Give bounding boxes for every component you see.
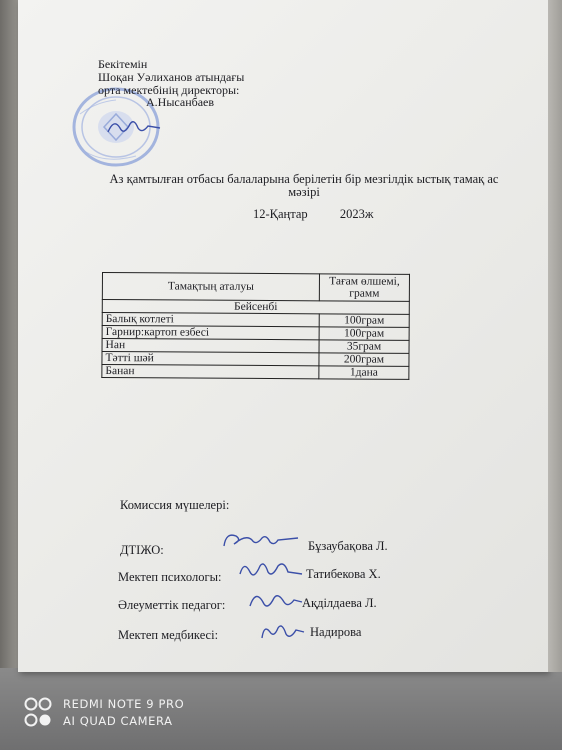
- director-signature-icon: [104, 114, 164, 140]
- table-row: [102, 365, 409, 380]
- menu-table: [101, 272, 410, 380]
- signature-3-icon: [246, 586, 304, 614]
- approval-line-3: орта мектебінің директоры:: [98, 82, 240, 97]
- document-title: Аз қамтылған отбасы балаларына берілетін бір мезгілдік ыстық тамақ ас мәзірі: [109, 172, 499, 199]
- approval-block: [98, 58, 318, 109]
- dish-name: Гарнир:картоп езбесі: [102, 326, 319, 340]
- background-left: [0, 0, 20, 750]
- member-name-1: Бұзаубақова Л.: [308, 539, 388, 553]
- date-row: [253, 207, 374, 222]
- date-day: 12-Қаңтар: [253, 207, 308, 221]
- day-label: Бейсенбі: [102, 300, 409, 315]
- approval-line-2: Шоқан Уәлиханов атындағы: [98, 69, 245, 84]
- member-role-2: Мектеп психологы:: [118, 570, 222, 584]
- dish-name: Банан: [102, 365, 319, 379]
- dish-amount: 35грам: [319, 340, 409, 354]
- commission-title: Комиссия мүшелері:: [120, 498, 230, 512]
- member-name-3: Ақділдаева Л.: [302, 596, 377, 610]
- table-header-row: [102, 273, 409, 302]
- signature-2-icon: [236, 556, 306, 584]
- column-header-name: Тамақтың аталуы: [102, 273, 319, 301]
- dish-amount: 100грам: [319, 327, 409, 341]
- dish-name: Тәтті шәй: [102, 352, 319, 366]
- table-row: [102, 326, 409, 341]
- member-name-2: Татибекова Х.: [306, 567, 381, 581]
- member-role-3: Әлеуметтік педагог:: [118, 598, 226, 612]
- approval-line-1: Бекітемін: [98, 57, 148, 71]
- column-header-amount: Тағам өлшемі, грамм: [319, 274, 409, 302]
- dish-name: Балық котлеті: [102, 313, 319, 327]
- watermark-line-1: REDMI NOTE 9 PRO: [63, 697, 185, 711]
- camera-watermark-icon: [24, 696, 54, 728]
- dish-name: Нан: [102, 339, 319, 353]
- member-role-4: Мектеп медбикесі:: [118, 628, 219, 642]
- dish-amount: 200грам: [319, 353, 409, 367]
- director-name: А.Нысанбаев: [146, 95, 215, 110]
- member-role-1: ДТІЖО:: [120, 543, 164, 557]
- table-row: [102, 313, 409, 328]
- signature-4-icon: [258, 618, 306, 646]
- dish-amount: 100грам: [319, 314, 409, 328]
- table-row: [102, 352, 409, 367]
- dish-amount: 1дана: [319, 366, 409, 380]
- approval-line-4: [98, 96, 318, 109]
- signature-1-icon: [218, 526, 304, 554]
- date-year: 2023ж: [339, 207, 374, 221]
- watermark-line-2: AI QUAD CAMERA: [63, 714, 173, 728]
- paper-edge: [548, 0, 562, 672]
- member-name-4: Надирова: [310, 625, 362, 639]
